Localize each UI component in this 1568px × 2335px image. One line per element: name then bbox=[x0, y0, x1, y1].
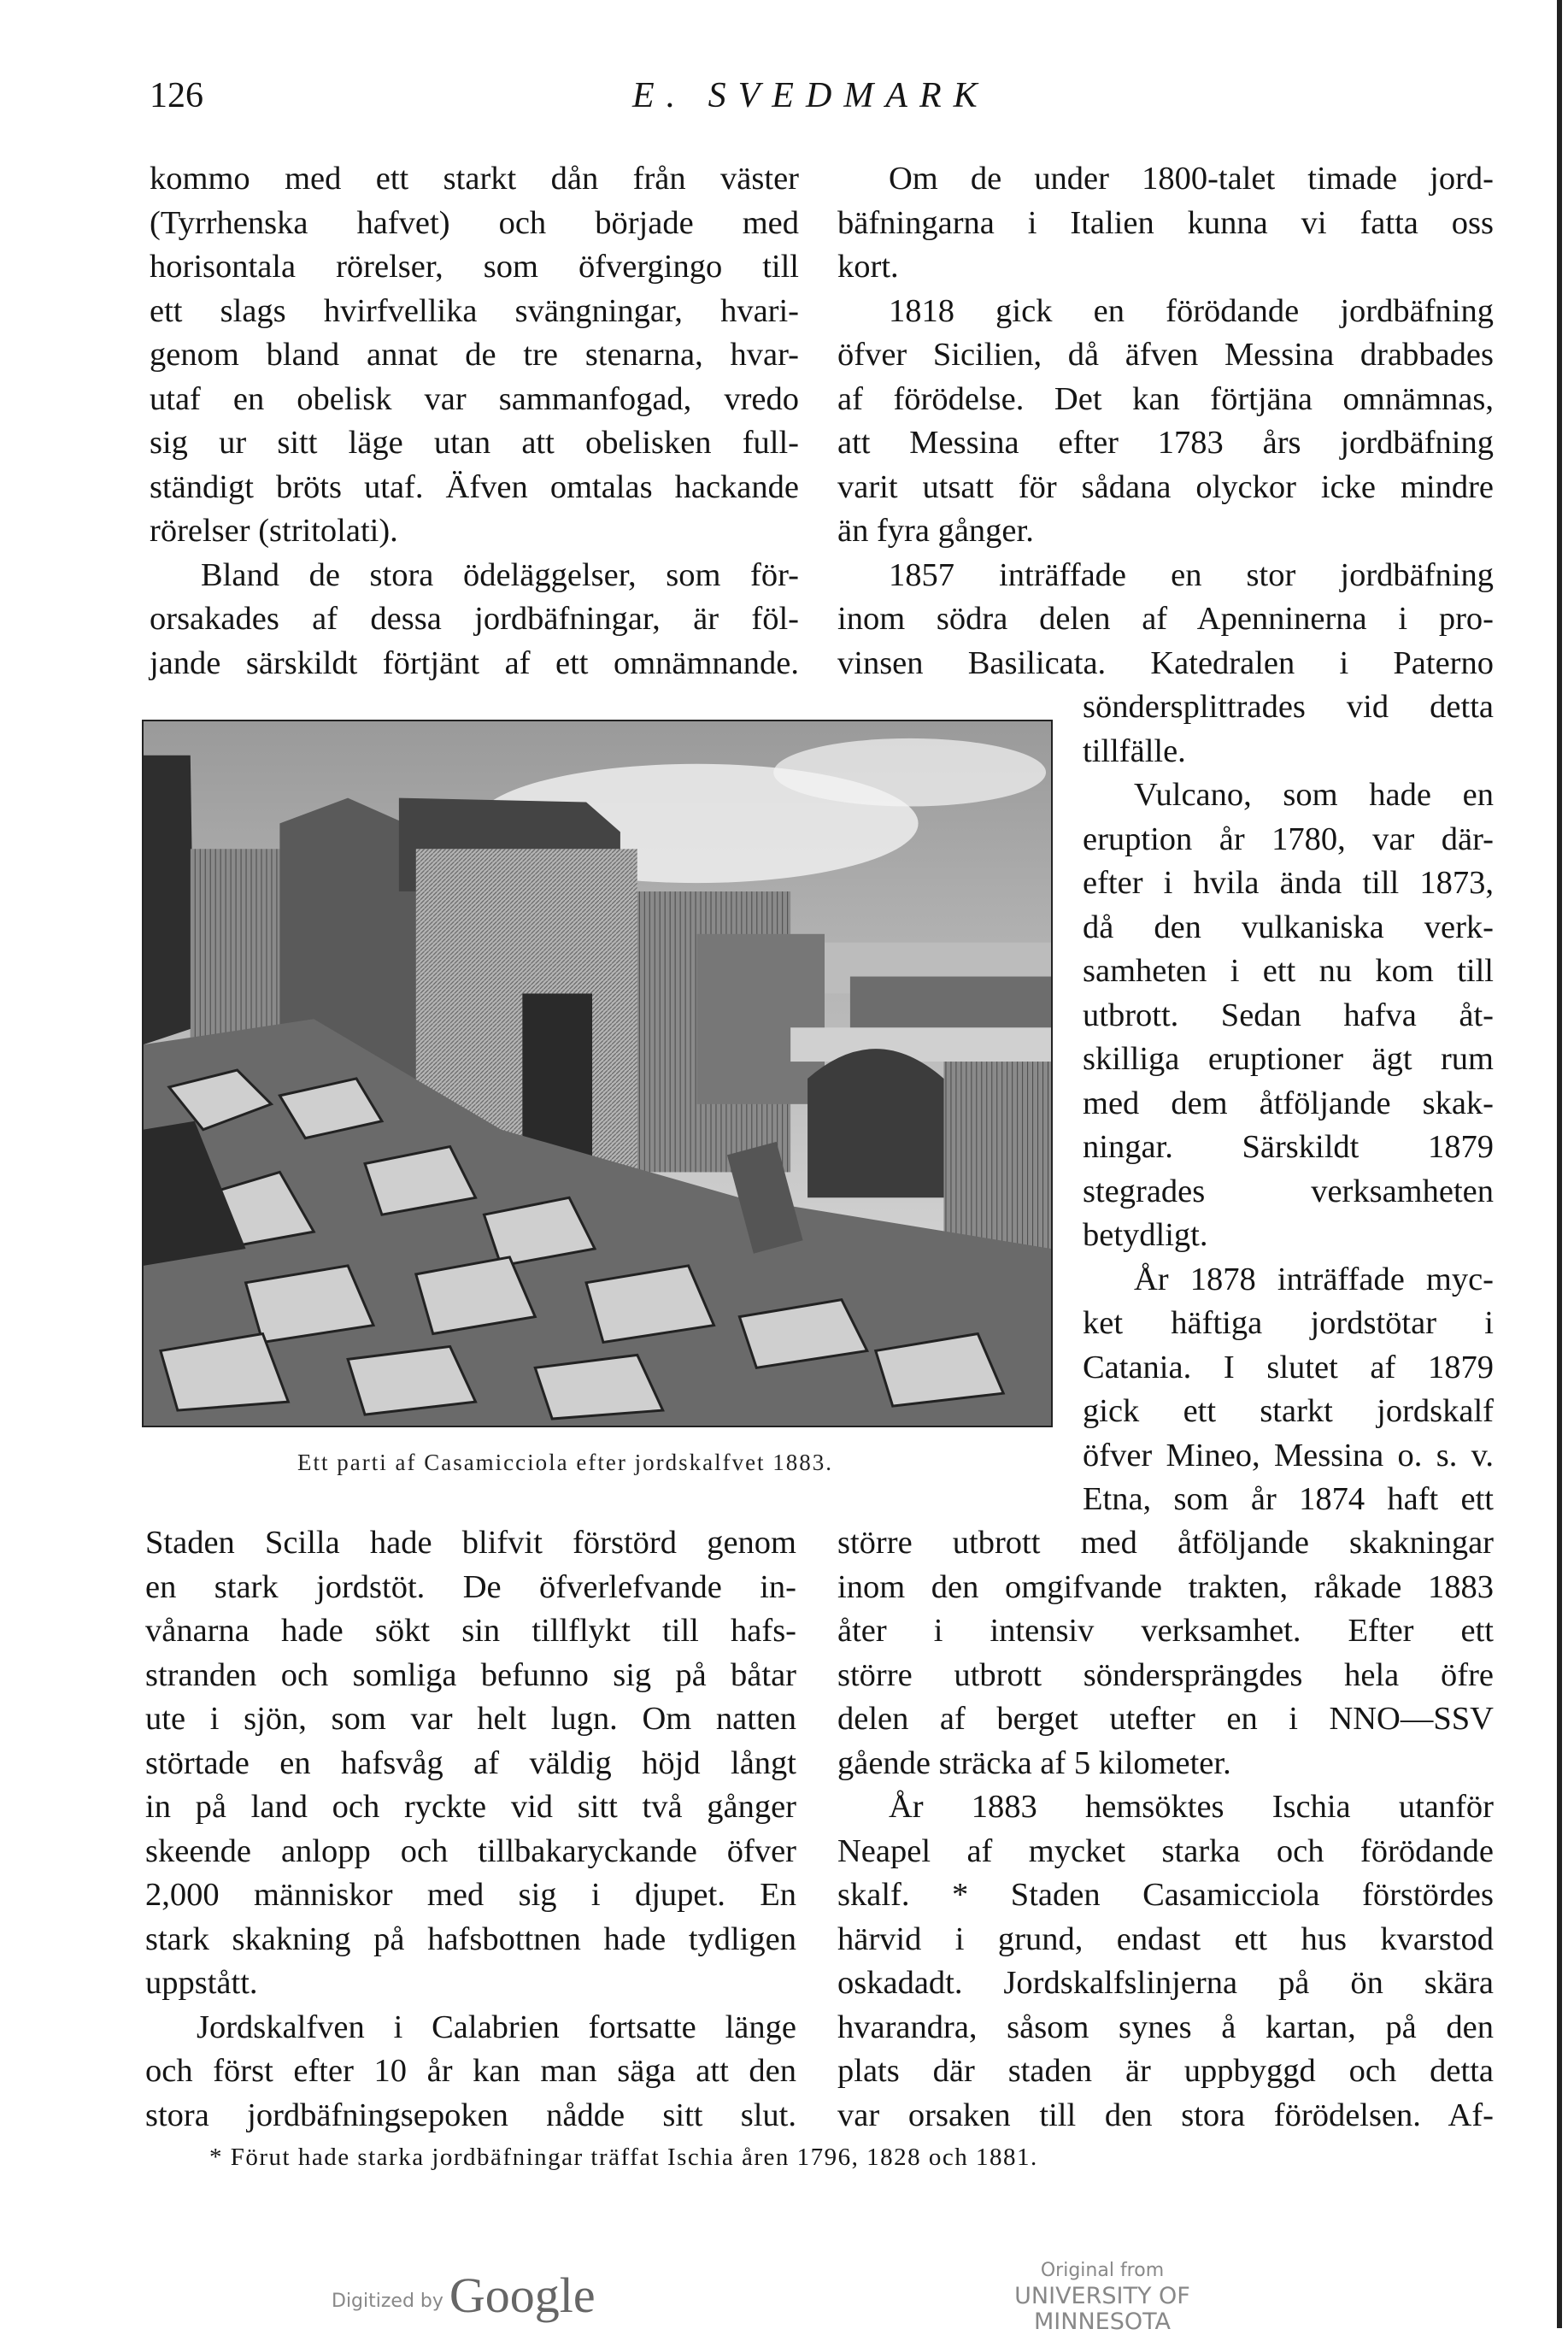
text-line: åter i intensiv verksamhet. Efter ett bbox=[837, 1613, 1494, 1649]
text-line: inom den omgifvande trakten, råkade 1883 bbox=[837, 1568, 1494, 1605]
footnote: * Förut hade starka jordbäfningar träffat Ischia åren 1796, 1828 och 1881. bbox=[209, 2144, 1038, 2171]
digitized-by-google-watermark bbox=[332, 2267, 596, 2324]
text-line: öfver Sicilien, då äfven Messina drabbades bbox=[837, 337, 1494, 373]
left-column-top bbox=[150, 157, 799, 685]
text-line: söndersplittrades vid detta bbox=[1083, 689, 1494, 725]
text-line: stark skakning på hafsbottnen hade tydligen bbox=[145, 1920, 796, 1957]
text-line: Vulcano, som hade en bbox=[1134, 777, 1494, 813]
left-column-bottom bbox=[145, 1521, 796, 2138]
original-from-label: Original from bbox=[1040, 2260, 1165, 2281]
text-line: vinsen Basilicata. Katedralen i Paterno bbox=[837, 644, 1494, 681]
text-line: ett slags hvirfvellika svängningar, hvari- bbox=[150, 292, 799, 329]
text-line: stranden och somliga befunno sig på båtar bbox=[145, 1656, 796, 1693]
text-line: horisontala rörelser, som öfvergingo till bbox=[150, 249, 799, 285]
text-line: efter i hvila ända till 1873, bbox=[1083, 865, 1494, 901]
text-line: kort. bbox=[837, 249, 899, 285]
text-line: utbrott. Sedan hafva åt- bbox=[1083, 997, 1494, 1033]
text-line: rörelser (stritolati). bbox=[150, 513, 398, 549]
text-line: delen af berget utefter en i NNO—SSV bbox=[837, 1701, 1494, 1737]
text-line: oskadadt. Jordskalfslinjerna på ön skära bbox=[837, 1965, 1494, 2001]
text-line: var orsaken till den stora förödelsen. Af- bbox=[837, 2097, 1494, 2133]
text-line: Bland de stora ödeläggelser, som för- bbox=[201, 556, 799, 593]
text-line: 2,000 människor med sig i djupet. En bbox=[145, 1877, 796, 1913]
text-line: jande särskildt förtjänt af ett omnämnande. bbox=[150, 644, 799, 681]
text-line: vånarna hade sökt sin tillflykt till hafs- bbox=[145, 1613, 796, 1649]
text-line: större utbrott med åtföljande skakningar bbox=[837, 1525, 1494, 1561]
digitized-by-label: Digitized by bbox=[332, 2291, 443, 2312]
text-line: skilliga eruptioner ägt rum bbox=[1083, 1041, 1494, 1077]
ruins-illustration bbox=[144, 721, 1051, 1426]
text-line: År 1878 inträffade myc- bbox=[1134, 1261, 1494, 1297]
text-line: då den vulkaniska verk- bbox=[1083, 909, 1494, 945]
text-line: eruption år 1780, var där- bbox=[1083, 820, 1494, 857]
text-line: 1857 inträffade en stor jordbäfning bbox=[889, 556, 1494, 593]
text-line: att Messina efter 1783 års jordbäfning bbox=[837, 425, 1494, 461]
text-line: ningar. Särskildt 1879 bbox=[1083, 1129, 1494, 1165]
text-line: utaf en obelisk var sammanfogad, vredo bbox=[150, 380, 799, 417]
right-column-bottom bbox=[837, 1521, 1494, 2138]
original-from-watermark bbox=[957, 2258, 1248, 2335]
text-line: inom södra delen af Apenninerna i pro- bbox=[837, 601, 1494, 637]
text-line: gående sträcka af 5 kilometer. bbox=[837, 1744, 1231, 1781]
page-number: 126 bbox=[150, 76, 203, 115]
text-line: stora jordbäfningsepoken nådde sitt slut. bbox=[145, 2097, 796, 2133]
text-line: af förödelse. Det kan förtjäna omnämnas, bbox=[837, 380, 1494, 417]
text-line: än fyra gånger. bbox=[837, 513, 1034, 549]
text-line: gick ett starkt jordskalf bbox=[1083, 1393, 1494, 1429]
engraving-casamicciola-ruins bbox=[142, 720, 1053, 1427]
text-line: (Tyrrhenska hafvet) och började med bbox=[150, 204, 799, 241]
running-header-author: E. SVEDMARK bbox=[632, 76, 990, 115]
text-line: Neapel af mycket starka och förödande bbox=[837, 1832, 1494, 1869]
text-line: År 1883 hemsöktes Ischia utanför bbox=[889, 1789, 1494, 1825]
text-line: Catania. I slutet af 1879 bbox=[1083, 1349, 1494, 1385]
page-edge-line bbox=[1557, 0, 1562, 2328]
google-logo: Google bbox=[449, 2267, 596, 2323]
text-line: skeende anlopp och tillbakaryckande öfver bbox=[145, 1832, 796, 1869]
figure-caption: Ett parti af Casamicciola efter jordskalfvet 1883. bbox=[297, 1450, 834, 1475]
text-line: Etna, som år 1874 haft ett bbox=[1083, 1481, 1494, 1517]
institution-label: UNIVERSITY OF MINNESOTA bbox=[1014, 2283, 1190, 2335]
text-line: in på land och ryckte vid sitt två gånger bbox=[145, 1789, 796, 1825]
text-line: med dem åtföljande skak- bbox=[1083, 1085, 1494, 1121]
text-line: plats där staden är uppbyggd och detta bbox=[837, 2053, 1494, 2089]
text-line: skalf. * Staden Casamicciola förstördes bbox=[837, 1877, 1494, 1913]
right-column-narrow bbox=[1083, 685, 1494, 1522]
text-line: bäfningarna i Italien kunna vi fatta oss bbox=[837, 204, 1494, 241]
text-line: ständigt bröts utaf. Äfven omtalas hackande bbox=[150, 468, 799, 505]
text-line: 1818 gick en förödande jordbäfning bbox=[889, 292, 1494, 329]
text-line: uppstått. bbox=[145, 1965, 258, 2001]
text-line: störtade en hafsvåg af väldig höjd långt bbox=[145, 1744, 796, 1781]
text-line: och först efter 10 år kan man säga att den bbox=[145, 2053, 796, 2089]
text-line: kommo med ett starkt dån från väster bbox=[150, 161, 799, 197]
text-line: tillfälle. bbox=[1083, 732, 1186, 769]
text-line: en stark jordstöt. De öfverlefvande in- bbox=[145, 1568, 796, 1605]
text-line: orsakades af dessa jordbäfningar, är föl- bbox=[150, 601, 799, 637]
text-line: betydligt. bbox=[1083, 1217, 1208, 1253]
right-column-top bbox=[837, 157, 1494, 685]
text-line: hvarandra, såsom synes å kartan, på den bbox=[837, 2009, 1494, 2045]
text-line: Om de under 1800-talet timade jord- bbox=[889, 161, 1494, 197]
text-line: stegrades verksamheten bbox=[1083, 1173, 1494, 1209]
text-line: härvid i grund, endast ett hus kvarstod bbox=[837, 1920, 1494, 1957]
text-line: sig ur sitt läge utan att obelisken full- bbox=[150, 425, 799, 461]
text-line: genom bland annat de tre stenarna, hvar- bbox=[150, 337, 799, 373]
text-line: ute i sjön, som var helt lugn. Om natten bbox=[145, 1701, 796, 1737]
text-line: ket häftiga jordstötar i bbox=[1083, 1305, 1494, 1341]
text-line: samheten i ett nu kom till bbox=[1083, 953, 1494, 989]
text-line: större utbrott söndersprängdes hela öfre bbox=[837, 1656, 1494, 1693]
text-line: Staden Scilla hade blifvit förstörd genom bbox=[145, 1525, 796, 1561]
text-line: öfver Mineo, Messina o. s. v. bbox=[1083, 1437, 1494, 1473]
text-line: varit utsatt för sådana olyckor icke mindre bbox=[837, 468, 1494, 505]
text-line: Jordskalfven i Calabrien fortsatte länge bbox=[197, 2009, 796, 2045]
